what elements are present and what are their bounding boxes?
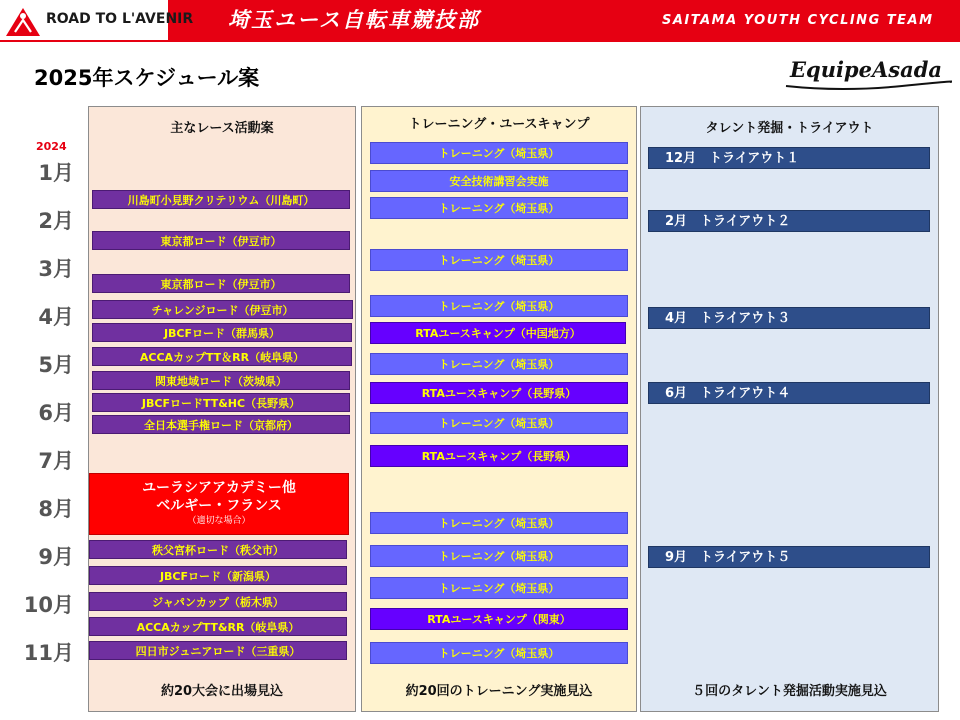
tryout-item: 2月 トライアウト２ — [648, 210, 930, 232]
race-item: 関東地域ロード（茨城県） — [92, 371, 350, 390]
team-name-jp: 埼玉ユース自転車競技部 — [228, 8, 480, 32]
race-item: 東京都ロード（伊豆市） — [92, 274, 350, 293]
cyclist-logo-icon — [6, 6, 40, 36]
race-item: ジャパンカップ（栃木県） — [89, 592, 347, 611]
month-label: 2月 — [38, 209, 74, 233]
race-item: 川島町小見野クリテリウム（川島町） — [92, 190, 350, 209]
month-label: 11月 — [23, 641, 74, 665]
page-title: 2025年スケジュール案 — [34, 66, 260, 90]
training-item: トレーニング（埼玉県） — [370, 249, 628, 271]
month-label: 4月 — [38, 305, 74, 329]
training-item: トレーニング（埼玉県） — [370, 295, 628, 317]
overseas-note: （適切な場合） — [187, 516, 251, 526]
youth-camp-item: RTAユースキャンプ（長野県） — [370, 445, 628, 467]
logo-text: ROAD TO L'AVENIR — [46, 11, 194, 27]
race-column-header: 主なレース活動案 — [170, 121, 274, 136]
month-label: 10月 — [23, 593, 74, 617]
youth-camp-item: RTAユースキャンプ（長野県） — [370, 382, 628, 404]
tryout-item: 9月 トライアウト５ — [648, 546, 930, 568]
race-item: 東京都ロード（伊豆市） — [92, 231, 350, 250]
training-item: トレーニング（埼玉県） — [370, 642, 628, 664]
overseas-race-highlight — [89, 473, 349, 535]
tryout-item: 4月 トライアウト３ — [648, 307, 930, 329]
race-item: 全日本選手権ロード（京都府） — [92, 415, 350, 434]
race-item: JBCFロード（新潟県） — [89, 566, 347, 585]
month-label: 3月 — [38, 257, 74, 281]
race-item: 四日市ジュニアロード（三重県） — [89, 641, 347, 660]
overseas-line-2: ベルギー・フランス — [156, 498, 282, 514]
year-label: 2024 — [36, 140, 67, 153]
tryout-item: 12月 トライアウト１ — [648, 147, 930, 169]
race-item: JBCFロードTT&HC（長野県） — [92, 393, 350, 412]
tryout-column-footer: ５回のタレント発掘活動実施見込 — [692, 684, 887, 699]
race-item: チャレンジロード（伊豆市） — [92, 300, 353, 319]
training-item: トレーニング（埼玉県） — [370, 577, 628, 599]
youth-camp-item: RTAユースキャンプ（中国地方） — [370, 322, 626, 344]
brand-logo: EquipeAsada — [790, 57, 942, 82]
month-label: 1月 — [38, 161, 74, 185]
race-item: ACCAカップTT&RR（岐阜県） — [89, 617, 347, 636]
youth-camp-item: RTAユースキャンプ（関東） — [370, 608, 628, 630]
race-item: 秩父宮杯ロード（秩父市） — [89, 540, 347, 559]
tryout-column — [640, 106, 939, 712]
training-item: トレーニング（埼玉県） — [370, 412, 628, 434]
training-item: 安全技術講習会実施 — [370, 170, 628, 192]
overseas-line-1: ユーラシアアカデミー他 — [142, 480, 296, 496]
month-label: 9月 — [38, 545, 74, 569]
training-column-footer: 約20回のトレーニング実施見込 — [405, 684, 593, 699]
team-name-en: SAITAMA YOUTH CYCLING TEAM — [662, 13, 934, 28]
month-label: 5月 — [38, 353, 74, 377]
header-divider — [0, 40, 960, 42]
training-item: トレーニング（埼玉県） — [370, 545, 628, 567]
tryout-column-header: タレント発掘・トライアウト — [705, 121, 874, 136]
race-item: JBCFロード（群馬県） — [92, 323, 352, 342]
tryout-item: 6月 トライアウト４ — [648, 382, 930, 404]
month-label: 6月 — [38, 401, 74, 425]
training-item: トレーニング（埼玉県） — [370, 142, 628, 164]
month-label: 7月 — [38, 449, 74, 473]
month-label: 8月 — [38, 497, 74, 521]
race-column-footer: 約20大会に出場見込 — [160, 684, 284, 699]
training-item: トレーニング（埼玉県） — [370, 197, 628, 219]
training-item: トレーニング（埼玉県） — [370, 353, 628, 375]
training-column-header: トレーニング・ユースキャンプ — [408, 117, 590, 132]
race-item: ACCAカップTT＆RR（岐阜県） — [92, 347, 352, 366]
training-item: トレーニング（埼玉県） — [370, 512, 628, 534]
